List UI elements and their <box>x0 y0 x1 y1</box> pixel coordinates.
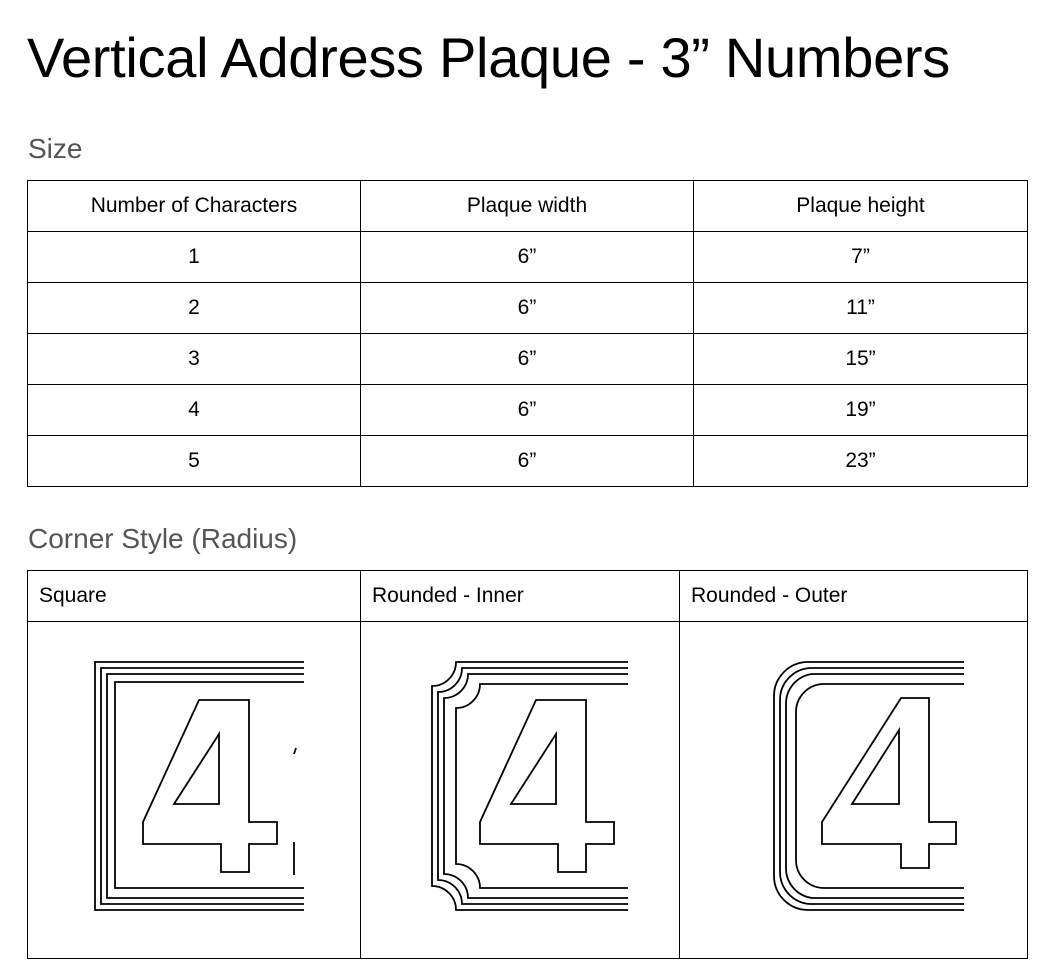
characters-cell: 5 <box>28 436 361 487</box>
table-row <box>28 334 1028 385</box>
rounded-outer-illustration-cell <box>680 622 1028 959</box>
corner-style-heading: Corner Style (Radius) <box>28 523 298 554</box>
table-row <box>28 436 1028 487</box>
corner-style-illustration-row <box>28 622 1028 959</box>
square-illustration-cell <box>28 622 361 959</box>
corner-style-header-row <box>28 571 1028 622</box>
size-table <box>27 180 1028 487</box>
width-cell: 6” <box>361 334 694 385</box>
corner-style-table <box>27 570 1028 959</box>
corner-style-label-rounded-outer: Rounded - Outer <box>680 571 1028 622</box>
table-row <box>28 232 1028 283</box>
width-cell: 6” <box>361 385 694 436</box>
column-header-number-of-characters: Number of Characters <box>28 181 361 232</box>
characters-cell: 1 <box>28 232 361 283</box>
height-cell: 7” <box>694 232 1028 283</box>
characters-cell: 3 <box>28 334 361 385</box>
height-cell: 23” <box>694 436 1028 487</box>
characters-cell: 4 <box>28 385 361 436</box>
table-row <box>28 283 1028 334</box>
width-cell: 6” <box>361 283 694 334</box>
column-header-plaque-height: Plaque height <box>694 181 1028 232</box>
size-heading: Size <box>28 133 83 164</box>
size-table-header-row <box>28 181 1028 232</box>
page-title: Vertical Address Plaque - 3” Numbers <box>27 26 950 89</box>
column-header-plaque-width: Plaque width <box>361 181 694 232</box>
width-cell: 6” <box>361 436 694 487</box>
table-row <box>28 385 1028 436</box>
corner-style-label-rounded-inner: Rounded - Inner <box>361 571 680 622</box>
square-corner-plaque-icon <box>84 660 304 920</box>
corner-style-label-square: Square <box>28 571 361 622</box>
characters-cell: 2 <box>28 283 361 334</box>
rounded-outer-corner-plaque-icon <box>744 660 964 920</box>
rounded-inner-corner-plaque-icon <box>410 660 630 920</box>
rounded-inner-illustration-cell <box>361 622 680 959</box>
height-cell: 15” <box>694 334 1028 385</box>
height-cell: 19” <box>694 385 1028 436</box>
width-cell: 6” <box>361 232 694 283</box>
height-cell: 11” <box>694 283 1028 334</box>
